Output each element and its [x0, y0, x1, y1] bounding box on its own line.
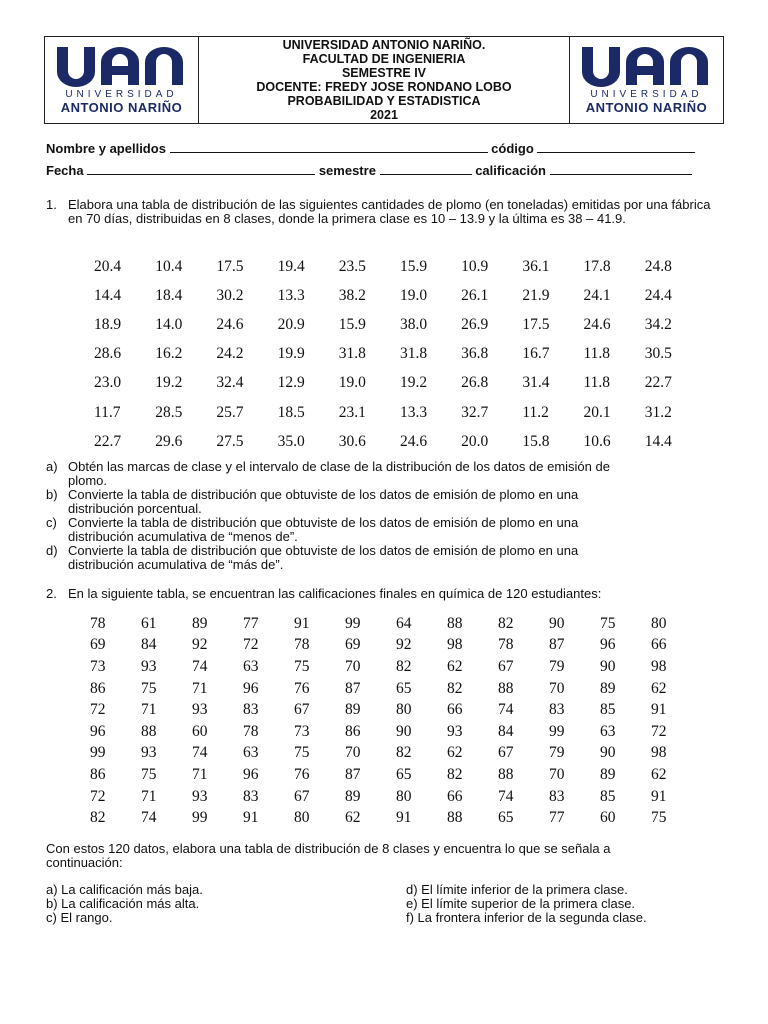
emission-value-cell: 23.1 — [338, 403, 366, 421]
grade-value-cell: 77 — [243, 614, 259, 632]
grade-value-cell: 86 — [345, 722, 361, 740]
grade-value-cell: 62 — [651, 765, 667, 783]
grade-value-cell: 91 — [651, 787, 667, 805]
table-row — [94, 427, 706, 456]
grade-value-cell: 82 — [90, 809, 106, 827]
grade-value-cell: 92 — [396, 636, 412, 654]
list-item: e) El límite superior de la primera clase. — [406, 896, 636, 911]
header-title-block — [199, 37, 569, 123]
grade-value-cell: 60 — [192, 722, 208, 740]
grade-value-cell: 90 — [549, 614, 565, 632]
student-info-row-1 — [46, 141, 726, 156]
grade-value-cell: 75 — [294, 744, 310, 762]
table-row — [90, 699, 702, 721]
emission-value-cell: 32.4 — [216, 374, 244, 392]
emission-value-cell: 20.1 — [583, 403, 611, 421]
grade-value-cell: 88 — [141, 722, 157, 740]
grade-value-cell: 91 — [651, 701, 667, 719]
emission-value-cell: 23.0 — [94, 374, 122, 392]
list-item: a) La calificación más baja. — [46, 882, 203, 897]
emission-value-cell: 17.5 — [522, 315, 550, 333]
grade-value-cell: 82 — [498, 614, 514, 632]
grade-value-cell: 89 — [345, 701, 361, 719]
emission-value-cell: 31.8 — [399, 345, 428, 363]
grade-value-cell: 76 — [294, 765, 310, 783]
table-row — [90, 656, 702, 678]
grade-value-cell: 65 — [396, 765, 412, 783]
emission-value-cell: 31.8 — [338, 345, 366, 363]
emission-value-cell: 13.3 — [277, 286, 305, 304]
grade-value-cell: 79 — [549, 657, 565, 675]
emission-value-cell: 38.0 — [399, 315, 428, 333]
emission-value-cell: 11.8 — [583, 374, 611, 392]
grade-value-cell: 62 — [651, 679, 667, 697]
emission-value-cell: 20.0 — [461, 432, 489, 450]
chemistry-grades-table — [90, 613, 702, 829]
grade-value-cell: 67 — [498, 744, 514, 762]
emission-value-cell: 24.1 — [583, 286, 611, 304]
grade-value-cell: 89 — [192, 614, 208, 632]
semester-field[interactable] — [380, 163, 472, 175]
table-row — [94, 281, 706, 310]
grade-value-cell: 75 — [141, 679, 157, 697]
grade-value-cell: 87 — [345, 679, 361, 697]
grade-value-cell: 79 — [549, 744, 565, 762]
subitem-text-line-1: Convierte la tabla de distribución que obtuviste de los datos de emisión de plomo en una — [68, 543, 579, 558]
header-line-semester: SEMESTRE IV — [341, 66, 427, 80]
table-row — [94, 310, 706, 339]
emission-value-cell: 19.0 — [338, 374, 366, 392]
emission-value-cell: 26.9 — [461, 315, 489, 333]
grade-value-cell: 72 — [90, 701, 106, 719]
grade-value-cell: 67 — [294, 787, 310, 805]
grade-value-cell: 99 — [549, 722, 565, 740]
emission-value-cell: 16.2 — [155, 345, 183, 363]
grade-value-cell: 75 — [141, 765, 157, 783]
grade-value-cell: 74 — [498, 701, 514, 719]
grade-value-cell: 70 — [549, 765, 565, 783]
grade-value-cell: 66 — [651, 636, 667, 654]
grade-value-cell: 72 — [651, 722, 667, 740]
emission-value-cell: 30.5 — [644, 345, 672, 363]
emission-value-cell: 18.9 — [94, 315, 122, 333]
subitem-label: a) — [46, 459, 58, 474]
grade-value-cell: 63 — [243, 657, 259, 675]
uan-logo-mark — [55, 45, 189, 87]
header-line-university: UNIVERSIDAD ANTONIO NARIÑO. — [282, 38, 486, 52]
emission-value-cell: 38.2 — [338, 286, 366, 304]
emission-value-cell: 22.7 — [94, 432, 122, 450]
logo-univ-text: UNIVERSIDAD — [65, 89, 178, 100]
logo-univ-text: UNIVERSIDAD — [590, 89, 703, 100]
grade-value-cell: 89 — [600, 765, 616, 783]
grade-value-cell: 62 — [447, 657, 463, 675]
document-header — [44, 36, 724, 124]
emission-value-cell: 14.4 — [644, 432, 672, 450]
grade-value-cell: 89 — [345, 787, 361, 805]
emission-value-cell: 16.7 — [522, 345, 550, 363]
semester-label: semestre — [318, 163, 376, 178]
question-2-right-items — [406, 883, 647, 925]
grade-value-cell: 87 — [345, 765, 361, 783]
emission-value-cell: 28.6 — [94, 345, 122, 363]
grade-value-cell: 74 — [141, 809, 157, 827]
grade-value-cell: 63 — [600, 722, 616, 740]
header-line-year: 2021 — [370, 108, 398, 122]
emission-value-cell: 36.1 — [522, 257, 550, 275]
emission-value-cell: 18.4 — [155, 286, 183, 304]
table-row — [90, 807, 702, 829]
emission-value-cell: 19.2 — [399, 374, 428, 392]
emission-value-cell: 31.4 — [522, 374, 550, 392]
grade-value-cell: 80 — [651, 614, 667, 632]
grade-value-cell: 66 — [447, 701, 463, 719]
grade-value-cell: 69 — [90, 636, 106, 654]
grade-value-cell: 80 — [294, 809, 310, 827]
grade-value-cell: 91 — [396, 809, 412, 827]
table-row — [90, 678, 702, 700]
grade-value-cell: 83 — [243, 701, 259, 719]
grade-value-cell: 84 — [498, 722, 514, 740]
date-label: Fecha — [46, 163, 84, 178]
emission-value-cell: 21.9 — [522, 286, 550, 304]
table-row — [90, 786, 702, 808]
university-logo-left — [45, 37, 199, 123]
emission-value-cell: 11.2 — [522, 403, 549, 421]
grade-value-cell: 67 — [498, 657, 514, 675]
grade-value-cell: 78 — [243, 722, 259, 740]
emission-value-cell: 29.6 — [155, 432, 183, 450]
grade-value-cell: 66 — [447, 787, 463, 805]
grade-value-cell: 90 — [600, 657, 616, 675]
emission-value-cell: 24.4 — [644, 286, 672, 304]
subitem-text-line-1: Obtén las marcas de clase y el intervalo de clase de la distribución de los datos de emisión de — [68, 459, 610, 474]
emission-value-cell: 10.6 — [583, 432, 611, 450]
table-row — [94, 369, 706, 398]
grade-value-cell: 75 — [294, 657, 310, 675]
grade-value-cell: 82 — [447, 765, 463, 783]
header-line-faculty: FACULTAD DE INGENIERIA — [302, 52, 466, 66]
emission-value-cell: 19.9 — [277, 345, 305, 363]
emission-value-cell: 10.4 — [155, 257, 183, 275]
university-logo-right — [569, 37, 723, 123]
grade-value-cell: 99 — [345, 614, 361, 632]
emission-value-cell: 20.9 — [277, 315, 305, 333]
grade-value-cell: 90 — [396, 722, 412, 740]
grade-value-cell: 98 — [447, 636, 463, 654]
emission-value-cell: 17.5 — [216, 257, 244, 275]
subitem-text-line-2: distribución acumulativa de “menos de”. — [68, 529, 298, 544]
list-item: b) La calificación más alta. — [46, 896, 200, 911]
emission-value-cell: 26.8 — [461, 374, 489, 392]
list-item: f) La frontera inferior de la segunda clase. — [406, 910, 647, 925]
subitem-text-line-1: Convierte la tabla de distribución que obtuviste de los datos de emisión de plomo en una — [68, 515, 579, 530]
grade-value-cell: 71 — [192, 679, 208, 697]
grade-value-cell: 69 — [345, 636, 361, 654]
grade-value-cell: 96 — [243, 765, 259, 783]
grade-value-cell: 63 — [243, 744, 259, 762]
subitem-text-line-1: Convierte la tabla de distribución que obtuviste de los datos de emisión de plomo en una — [68, 487, 579, 502]
emission-value-cell: 11.8 — [583, 345, 611, 363]
emission-value-cell: 19.4 — [277, 257, 305, 275]
emission-value-cell: 20.4 — [94, 257, 122, 275]
grade-value-cell: 91 — [294, 614, 310, 632]
subitem-text-line-2: distribución acumulativa de “más de”. — [68, 557, 284, 572]
grade-value-cell: 93 — [141, 657, 157, 675]
table-row — [94, 340, 706, 369]
grade-value-cell: 74 — [192, 657, 208, 675]
emission-value-cell: 23.5 — [338, 257, 366, 275]
list-item: d) El límite inferior de la primera clase. — [406, 882, 628, 897]
emission-value-cell: 17.8 — [583, 257, 611, 275]
grade-label: calificación — [475, 163, 546, 178]
grade-value-cell: 86 — [90, 679, 106, 697]
header-line-teacher: DOCENTE: FREDY JOSE RONDANO LOBO — [256, 80, 512, 94]
emission-value-cell: 25.7 — [216, 403, 244, 421]
grade-value-cell: 93 — [141, 744, 157, 762]
subitem-text-line-2: distribución porcentual. — [68, 501, 202, 516]
emission-value-cell: 15.9 — [338, 315, 366, 333]
emission-value-cell: 30.6 — [338, 432, 366, 450]
name-field[interactable] — [170, 141, 488, 153]
grade-value-cell: 86 — [90, 765, 106, 783]
emission-value-cell: 15.8 — [522, 432, 550, 450]
emission-value-cell: 19.2 — [155, 374, 183, 392]
table-row — [90, 613, 702, 635]
grade-value-cell: 80 — [396, 787, 412, 805]
grade-value-cell: 99 — [192, 809, 208, 827]
emission-value-cell: 24.8 — [644, 257, 672, 275]
grade-value-cell: 70 — [345, 744, 361, 762]
grade-value-cell: 87 — [549, 636, 565, 654]
grade-value-cell: 83 — [549, 701, 565, 719]
question-2-closing-line-2: continuación: — [46, 855, 123, 870]
date-field[interactable] — [87, 163, 315, 175]
grade-value-cell: 72 — [243, 636, 259, 654]
grade-value-cell: 62 — [345, 809, 361, 827]
list-item: c) El rango. — [46, 910, 113, 925]
grade-value-cell: 88 — [447, 614, 463, 632]
emission-value-cell: 32.7 — [461, 403, 489, 421]
grade-value-cell: 61 — [141, 614, 157, 632]
grade-value-cell: 62 — [447, 744, 463, 762]
grade-value-cell: 82 — [396, 744, 412, 762]
table-row — [90, 743, 702, 765]
grade-value-cell: 78 — [294, 636, 310, 654]
emission-value-cell: 35.0 — [277, 432, 305, 450]
code-field[interactable] — [537, 141, 695, 153]
emission-value-cell: 24.6 — [399, 432, 428, 450]
grade-value-cell: 92 — [192, 636, 208, 654]
grade-value-cell: 88 — [447, 809, 463, 827]
emission-value-cell: 14.0 — [155, 315, 183, 333]
question-1-text: Elabora una tabla de distribución de las siguientes cantidades de plomo (en toneladas) emitidas por una fábrica en 70 días, distribuidas en 8 clases, donde la primera clase es 10 – 13.9 y la última es 38 – 41.9. — [68, 197, 711, 226]
subitem-label: b) — [46, 487, 58, 502]
grade-value-cell: 72 — [90, 787, 106, 805]
table-row — [90, 764, 702, 786]
subitem-text-line-2: plomo. — [68, 473, 108, 488]
logo-name-text: ANTONIO NARIÑO — [585, 100, 708, 115]
lead-emissions-table — [94, 252, 706, 456]
grade-value-cell: 60 — [600, 809, 616, 827]
emission-value-cell: 19.0 — [399, 286, 428, 304]
grade-value-cell: 65 — [396, 679, 412, 697]
grade-value-cell: 96 — [90, 722, 106, 740]
grade-value-cell: 77 — [549, 809, 565, 827]
grade-value-cell: 93 — [192, 701, 208, 719]
grade-field[interactable] — [550, 163, 692, 175]
grade-value-cell: 85 — [600, 701, 616, 719]
grade-value-cell: 90 — [600, 744, 616, 762]
emission-value-cell: 28.5 — [155, 403, 183, 421]
grade-value-cell: 89 — [600, 679, 616, 697]
grade-value-cell: 83 — [549, 787, 565, 805]
emission-value-cell: 34.2 — [644, 315, 672, 333]
logo-name-text: ANTONIO NARIÑO — [60, 100, 183, 115]
question-2-left-items — [46, 883, 203, 925]
grade-value-cell: 83 — [243, 787, 259, 805]
emission-value-cell: 14.4 — [94, 286, 122, 304]
grade-value-cell: 96 — [243, 679, 259, 697]
grade-value-cell: 82 — [396, 657, 412, 675]
emission-value-cell: 18.5 — [277, 403, 305, 421]
emission-value-cell: 36.8 — [461, 345, 489, 363]
table-row — [90, 635, 702, 657]
grade-value-cell: 98 — [651, 657, 667, 675]
header-line-course: PROBABILIDAD Y ESTADISTICA — [287, 94, 481, 108]
grade-value-cell: 70 — [549, 679, 565, 697]
emission-value-cell: 24.6 — [216, 315, 244, 333]
subitem-label: c) — [46, 515, 57, 530]
grade-value-cell: 88 — [498, 765, 514, 783]
emission-value-cell: 26.1 — [461, 286, 489, 304]
grade-value-cell: 99 — [90, 744, 106, 762]
grade-value-cell: 71 — [141, 787, 157, 805]
grade-value-cell: 93 — [447, 722, 463, 740]
grade-value-cell: 75 — [651, 809, 667, 827]
grade-value-cell: 88 — [498, 679, 514, 697]
student-info-row-2 — [46, 163, 726, 178]
emission-value-cell: 15.9 — [399, 257, 428, 275]
question-2-number: 2. — [46, 586, 57, 601]
grade-value-cell: 78 — [498, 636, 514, 654]
emission-value-cell: 30.2 — [216, 286, 244, 304]
grade-value-cell: 74 — [498, 787, 514, 805]
grade-value-cell: 82 — [447, 679, 463, 697]
emission-value-cell: 13.3 — [399, 403, 428, 421]
grade-value-cell: 76 — [294, 679, 310, 697]
subitem-label: d) — [46, 543, 58, 558]
grade-value-cell: 85 — [600, 787, 616, 805]
emission-value-cell: 24.6 — [583, 315, 611, 333]
emission-value-cell: 22.7 — [644, 374, 672, 392]
emission-value-cell: 31.2 — [644, 403, 672, 421]
grade-value-cell: 65 — [498, 809, 514, 827]
name-label: Nombre y apellidos — [46, 141, 166, 156]
emission-value-cell: 12.9 — [277, 374, 305, 392]
question-2-closing-line-1: Con estos 120 datos, elabora una tabla de distribución de 8 clases y encuentra lo que se señala a — [46, 841, 611, 856]
grade-value-cell: 71 — [141, 701, 157, 719]
grade-value-cell: 74 — [192, 744, 208, 762]
table-row — [90, 721, 702, 743]
grade-value-cell: 80 — [396, 701, 412, 719]
question-2-text: En la siguiente tabla, se encuentran las calificaciones finales en química de 120 estudiantes: — [68, 586, 602, 601]
grade-value-cell: 84 — [141, 636, 157, 654]
grade-value-cell: 96 — [600, 636, 616, 654]
grade-value-cell: 93 — [192, 787, 208, 805]
emission-value-cell: 10.9 — [461, 257, 489, 275]
grade-value-cell: 67 — [294, 701, 310, 719]
grade-value-cell: 73 — [90, 657, 106, 675]
grade-value-cell: 71 — [192, 765, 208, 783]
emission-value-cell: 11.7 — [94, 403, 121, 421]
emission-value-cell: 27.5 — [216, 432, 244, 450]
question-1-number: 1. — [46, 197, 57, 212]
grade-value-cell: 73 — [294, 722, 310, 740]
grade-value-cell: 64 — [396, 614, 412, 632]
code-label: código — [491, 141, 534, 156]
emission-value-cell: 24.2 — [216, 345, 244, 363]
grade-value-cell: 70 — [345, 657, 361, 675]
grade-value-cell: 91 — [243, 809, 259, 827]
grade-value-cell: 75 — [600, 614, 616, 632]
grade-value-cell: 78 — [90, 614, 106, 632]
uan-logo-mark — [580, 45, 714, 87]
table-row — [94, 398, 706, 427]
grade-value-cell: 98 — [651, 744, 667, 762]
table-row — [94, 252, 706, 281]
